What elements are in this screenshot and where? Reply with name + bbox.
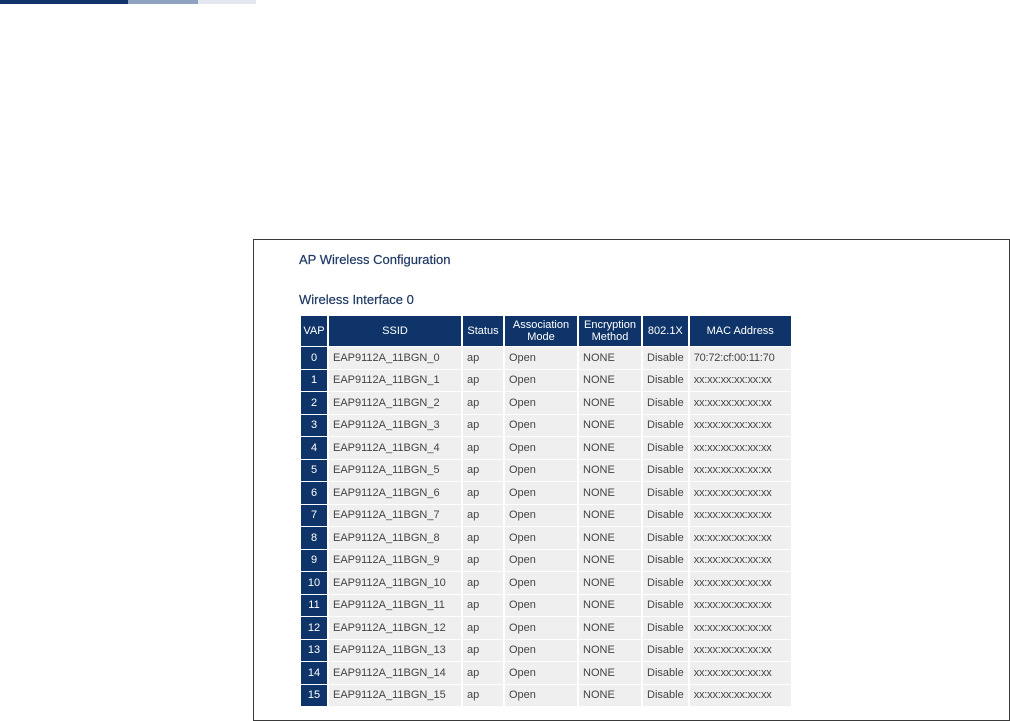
encryption-method-cell: NONE bbox=[579, 527, 641, 549]
encryption-method-cell: NONE bbox=[579, 482, 641, 504]
header-ssid: SSID bbox=[329, 316, 461, 346]
vap-number: 11 bbox=[301, 595, 327, 617]
encryption-method-cell: NONE bbox=[579, 550, 641, 572]
vap-number: 5 bbox=[301, 460, 327, 482]
encryption-method-cell: NONE bbox=[579, 460, 641, 482]
mac-address-cell: xx:xx:xx:xx:xx:xx bbox=[690, 617, 791, 639]
header-bar-segment-dark bbox=[0, 0, 128, 4]
association-mode-cell: Open bbox=[505, 640, 577, 662]
dot1x-cell: Disable bbox=[643, 482, 688, 504]
ssid-cell: EAP9112A_11BGN_8 bbox=[329, 527, 461, 549]
mac-address-cell: xx:xx:xx:xx:xx:xx bbox=[690, 640, 791, 662]
section-title: Wireless Interface 0 bbox=[299, 292, 414, 307]
encryption-method-cell: NONE bbox=[579, 595, 641, 617]
vap-number: 2 bbox=[301, 392, 327, 414]
status-cell: ap bbox=[463, 685, 503, 707]
association-mode-cell: Open bbox=[505, 685, 577, 707]
association-mode-cell: Open bbox=[505, 595, 577, 617]
status-cell: ap bbox=[463, 415, 503, 437]
mac-address-cell: xx:xx:xx:xx:xx:xx bbox=[690, 437, 791, 459]
mac-address-cell: xx:xx:xx:xx:xx:xx bbox=[690, 595, 791, 617]
status-cell: ap bbox=[463, 460, 503, 482]
page-title: AP Wireless Configuration bbox=[299, 252, 451, 267]
association-mode-cell: Open bbox=[505, 505, 577, 527]
header-vap: VAP bbox=[301, 316, 327, 346]
vap-number: 8 bbox=[301, 527, 327, 549]
dot1x-cell: Disable bbox=[643, 550, 688, 572]
vap-number: 3 bbox=[301, 415, 327, 437]
dot1x-cell: Disable bbox=[643, 617, 688, 639]
encryption-method-cell: NONE bbox=[579, 347, 641, 369]
mac-address-cell: xx:xx:xx:xx:xx:xx bbox=[690, 392, 791, 414]
header-8021x: 802.1X bbox=[643, 316, 688, 346]
status-cell: ap bbox=[463, 437, 503, 459]
table-row bbox=[301, 505, 791, 527]
ssid-cell: EAP9112A_11BGN_4 bbox=[329, 437, 461, 459]
table-header-row bbox=[301, 316, 791, 346]
vap-number: 13 bbox=[301, 640, 327, 662]
mac-address-cell: xx:xx:xx:xx:xx:xx bbox=[690, 550, 791, 572]
status-cell: ap bbox=[463, 640, 503, 662]
status-cell: ap bbox=[463, 370, 503, 392]
vap-number: 15 bbox=[301, 685, 327, 707]
table-row bbox=[301, 595, 791, 617]
dot1x-cell: Disable bbox=[643, 640, 688, 662]
header-bar-segment-mid bbox=[128, 0, 198, 4]
table-row bbox=[301, 550, 791, 572]
ssid-cell: EAP9112A_11BGN_2 bbox=[329, 392, 461, 414]
association-mode-cell: Open bbox=[505, 550, 577, 572]
status-cell: ap bbox=[463, 392, 503, 414]
ssid-cell: EAP9112A_11BGN_9 bbox=[329, 550, 461, 572]
dot1x-cell: Disable bbox=[643, 527, 688, 549]
table-row bbox=[301, 460, 791, 482]
mac-address-cell: xx:xx:xx:xx:xx:xx bbox=[690, 662, 791, 684]
status-cell: ap bbox=[463, 550, 503, 572]
header-encryption-method: Encryption Method bbox=[579, 316, 641, 346]
ssid-cell: EAP9112A_11BGN_6 bbox=[329, 482, 461, 504]
dot1x-cell: Disable bbox=[643, 437, 688, 459]
vap-number: 12 bbox=[301, 617, 327, 639]
association-mode-cell: Open bbox=[505, 482, 577, 504]
ssid-cell: EAP9112A_11BGN_1 bbox=[329, 370, 461, 392]
mac-address-cell: xx:xx:xx:xx:xx:xx bbox=[690, 685, 791, 707]
encryption-method-cell: NONE bbox=[579, 370, 641, 392]
header-status: Status bbox=[463, 316, 503, 346]
status-cell: ap bbox=[463, 617, 503, 639]
vap-number: 6 bbox=[301, 482, 327, 504]
table-row bbox=[301, 662, 791, 684]
association-mode-cell: Open bbox=[505, 662, 577, 684]
header-association-mode: Association Mode bbox=[505, 316, 577, 346]
dot1x-cell: Disable bbox=[643, 460, 688, 482]
mac-address-cell: xx:xx:xx:xx:xx:xx bbox=[690, 460, 791, 482]
screenshot-frame bbox=[253, 239, 1010, 721]
association-mode-cell: Open bbox=[505, 392, 577, 414]
encryption-method-cell: NONE bbox=[579, 617, 641, 639]
ssid-cell: EAP9112A_11BGN_12 bbox=[329, 617, 461, 639]
association-mode-cell: Open bbox=[505, 572, 577, 594]
association-mode-cell: Open bbox=[505, 370, 577, 392]
table-row bbox=[301, 640, 791, 662]
table-row bbox=[301, 415, 791, 437]
mac-address-cell: xx:xx:xx:xx:xx:xx bbox=[690, 505, 791, 527]
table-row bbox=[301, 392, 791, 414]
vap-number: 4 bbox=[301, 437, 327, 459]
vap-number: 7 bbox=[301, 505, 327, 527]
encryption-method-cell: NONE bbox=[579, 662, 641, 684]
table-row bbox=[301, 482, 791, 504]
status-cell: ap bbox=[463, 482, 503, 504]
dot1x-cell: Disable bbox=[643, 595, 688, 617]
association-mode-cell: Open bbox=[505, 527, 577, 549]
table-row bbox=[301, 370, 791, 392]
vap-number: 14 bbox=[301, 662, 327, 684]
dot1x-cell: Disable bbox=[643, 662, 688, 684]
mac-address-cell: 70:72:cf:00:11:70 bbox=[690, 347, 791, 369]
ssid-cell: EAP9112A_11BGN_3 bbox=[329, 415, 461, 437]
dot1x-cell: Disable bbox=[643, 685, 688, 707]
dot1x-cell: Disable bbox=[643, 370, 688, 392]
ssid-cell: EAP9112A_11BGN_0 bbox=[329, 347, 461, 369]
mac-address-cell: xx:xx:xx:xx:xx:xx bbox=[690, 482, 791, 504]
ssid-cell: EAP9112A_11BGN_5 bbox=[329, 460, 461, 482]
ssid-cell: EAP9112A_11BGN_14 bbox=[329, 662, 461, 684]
mac-address-cell: xx:xx:xx:xx:xx:xx bbox=[690, 527, 791, 549]
ssid-cell: EAP9112A_11BGN_10 bbox=[329, 572, 461, 594]
status-cell: ap bbox=[463, 505, 503, 527]
table-row bbox=[301, 347, 791, 369]
table-row bbox=[301, 437, 791, 459]
dot1x-cell: Disable bbox=[643, 415, 688, 437]
vap-table bbox=[299, 315, 793, 707]
table-body bbox=[301, 347, 791, 706]
ssid-cell: EAP9112A_11BGN_11 bbox=[329, 595, 461, 617]
association-mode-cell: Open bbox=[505, 437, 577, 459]
dot1x-cell: Disable bbox=[643, 572, 688, 594]
status-cell: ap bbox=[463, 572, 503, 594]
ssid-cell: EAP9112A_11BGN_13 bbox=[329, 640, 461, 662]
ssid-cell: EAP9112A_11BGN_15 bbox=[329, 685, 461, 707]
mac-address-cell: xx:xx:xx:xx:xx:xx bbox=[690, 370, 791, 392]
vap-number: 1 bbox=[301, 370, 327, 392]
vap-number: 9 bbox=[301, 550, 327, 572]
encryption-method-cell: NONE bbox=[579, 392, 641, 414]
association-mode-cell: Open bbox=[505, 347, 577, 369]
header-color-bar bbox=[0, 0, 256, 4]
dot1x-cell: Disable bbox=[643, 505, 688, 527]
table-row bbox=[301, 617, 791, 639]
encryption-method-cell: NONE bbox=[579, 437, 641, 459]
status-cell: ap bbox=[463, 347, 503, 369]
table-row bbox=[301, 572, 791, 594]
status-cell: ap bbox=[463, 595, 503, 617]
encryption-method-cell: NONE bbox=[579, 685, 641, 707]
table-row bbox=[301, 685, 791, 707]
dot1x-cell: Disable bbox=[643, 392, 688, 414]
encryption-method-cell: NONE bbox=[579, 505, 641, 527]
encryption-method-cell: NONE bbox=[579, 640, 641, 662]
vap-number: 0 bbox=[301, 347, 327, 369]
vap-number: 10 bbox=[301, 572, 327, 594]
status-cell: ap bbox=[463, 527, 503, 549]
status-cell: ap bbox=[463, 662, 503, 684]
header-mac-address: MAC Address bbox=[690, 316, 791, 346]
table-row bbox=[301, 527, 791, 549]
mac-address-cell: xx:xx:xx:xx:xx:xx bbox=[690, 415, 791, 437]
association-mode-cell: Open bbox=[505, 617, 577, 639]
association-mode-cell: Open bbox=[505, 460, 577, 482]
ssid-cell: EAP9112A_11BGN_7 bbox=[329, 505, 461, 527]
association-mode-cell: Open bbox=[505, 415, 577, 437]
encryption-method-cell: NONE bbox=[579, 572, 641, 594]
header-bar-segment-light bbox=[198, 0, 256, 4]
encryption-method-cell: NONE bbox=[579, 415, 641, 437]
dot1x-cell: Disable bbox=[643, 347, 688, 369]
mac-address-cell: xx:xx:xx:xx:xx:xx bbox=[690, 572, 791, 594]
